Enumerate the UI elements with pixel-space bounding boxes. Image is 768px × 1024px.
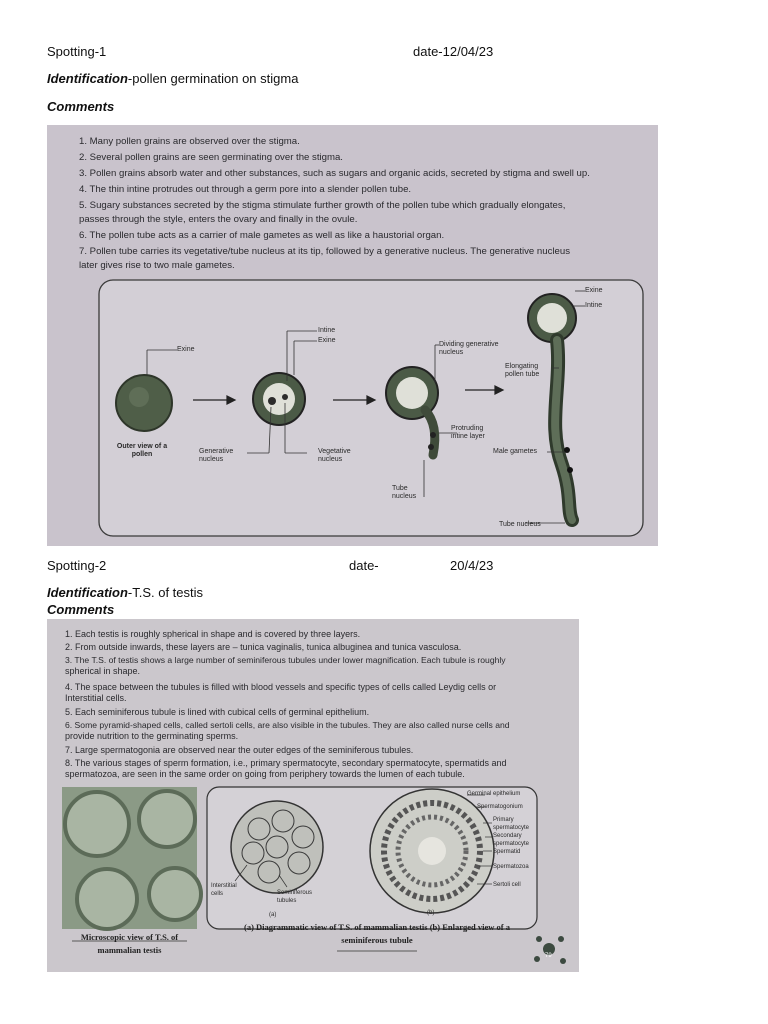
label-germinal-epithelium: Germinal epithelium (467, 791, 521, 797)
spotting1-comments-label: Comments (47, 99, 115, 114)
point-4: 4. The thin intine protrudes out through a germ pore into a slender pollen tube. (79, 184, 412, 195)
pollen-germination-photo (47, 125, 658, 546)
point-4-cont: Interstitial cells. (65, 693, 127, 703)
caption-diagram: (a) Diagrammatic view of T.S. of mammalian testis (b) Enlarged view of a seminiferous tubule (244, 922, 510, 945)
identification-value: -pollen germination on stigma (127, 71, 299, 86)
point-2: 2. Several pollen grains are seen germinating over the stigma. (79, 152, 343, 163)
testis-photo (47, 619, 579, 972)
label-spermatogonium: Spermatogonium (477, 804, 523, 810)
identification-label: Identification (47, 585, 128, 600)
label-primary-spermatocyte: Primary spermatocyte (493, 817, 530, 831)
point-3: 3. The T.S. of testis shows a large number of seminiferous tubules under lower magnification. Each tubule is roughly (65, 655, 506, 665)
label-intine: Intine (318, 327, 336, 334)
label-a: (a) (269, 912, 277, 918)
label-generative-nucleus: Generative nucleus (199, 448, 234, 463)
point-5: 5. Each seminiferous tubule is lined with cubical cells of germinal epithelium. (65, 707, 370, 717)
point-1: 1. Many pollen grains are observed over the stigma. (79, 136, 300, 147)
label-male-gametes: Male gametes (493, 448, 537, 455)
label-intine-3: Intine (585, 302, 603, 309)
label-tube-nucleus-2: Tube nucleus (499, 521, 541, 528)
label-vegetative-nucleus: Vegetative nucleus (318, 448, 351, 463)
point-3-cont: spherical in shape. (65, 666, 141, 676)
point-5-cont: passes through the style, enters the ovary and finally in the ovule. (79, 214, 358, 225)
point-6: 6. Some pyramid-shaped cells, called sertoli cells, are also visible in the tubules. They are also called nurse cells and (65, 720, 510, 730)
point-4: 4. The space between the tubules is filled with blood vessels and specific types of cells called Leydig cells or (65, 682, 497, 692)
label-spermatozoa: Spermatozoa (493, 864, 529, 870)
spotting2-date-label: date- (349, 558, 379, 573)
point-6: 6. The pollen tube acts as a carrier of male gametes as well as like a haustorial organ. (79, 230, 445, 241)
point-1: 1. Each testis is roughly spherical in shape and is covered by three layers. (65, 629, 361, 639)
label-exine-3: Exine (585, 287, 603, 294)
page-number: 79 (545, 953, 552, 959)
label-secondary-spermatocyte: Secondary spermatocyte (493, 833, 530, 847)
identification-label: Identification (47, 71, 128, 86)
spotting1-title: Spotting-1 (47, 44, 107, 59)
caption-micrograph: Microscopic view of T.S. of mammalian testis (80, 932, 179, 955)
spotting2-title: Spotting-2 (47, 558, 107, 573)
point-5: 5. Sugary substances secreted by the stigma stimulate further growth of the pollen tube which gradually elongates, (79, 200, 566, 211)
label-dividing-generative: Dividing generative nucleus (439, 341, 499, 356)
spotting2-date-value: 20/4/23 (450, 558, 494, 573)
spotting2-identification (47, 585, 203, 601)
label-spermatid: Spermatid (493, 849, 521, 855)
spotting1-identification (47, 71, 298, 87)
label-sertoli-cell: Sertoli cell (493, 882, 521, 888)
point-6-cont: provide nutrition to the germinating sperms. (65, 731, 239, 741)
point-2: 2. From outside inwards, these layers are – tunica vaginalis, tunica albuginea and tunica vasculosa. (65, 642, 462, 652)
label-tube-nucleus: Tube nucleus (392, 485, 417, 500)
point-8: 8. The various stages of sperm formation, i.e., primary spermatocyte, secondary spermatocyte, spermatids and (65, 758, 507, 768)
point-7-cont: later gives rise to two male gametes. (79, 260, 235, 271)
label-exine-2: Exine (318, 337, 336, 344)
label-b: (b) (427, 910, 435, 916)
spotting1-date: date-12/04/23 (413, 44, 494, 59)
label-seminiferous-tubules: Seminiferous tubules (277, 890, 313, 904)
label-exine-1: Exine (177, 346, 195, 353)
label-interstitial-cells: Interstitial cells (211, 883, 237, 897)
point-7: 7. Pollen tube carries its vegetative/tube nucleus at its tip, followed by a generative nucleus. The generative nucleus (79, 246, 570, 257)
label-elongating-tube: Elongating pollen tube (505, 363, 540, 378)
point-3: 3. Pollen grains absorb water and other substances, such as sugars and organic acids, secreted by stigma and swell up. (79, 168, 590, 179)
point-7: 7. Large spermatogonia are observed near the outer edges of the seminiferous tubules. (65, 745, 414, 755)
pollen-germination-diagram (47, 125, 658, 546)
label-outer-view: Outer view of a pollen (116, 443, 168, 458)
spotting2-comments-label: Comments (47, 602, 115, 617)
identification-value: -T.S. of testis (127, 585, 204, 600)
point-8-cont: spermatozoa, are seen in the same order on going from periphery towards the lumen of each tubule. (65, 769, 465, 779)
label-protruding-intine: Protruding intine layer (451, 425, 485, 440)
